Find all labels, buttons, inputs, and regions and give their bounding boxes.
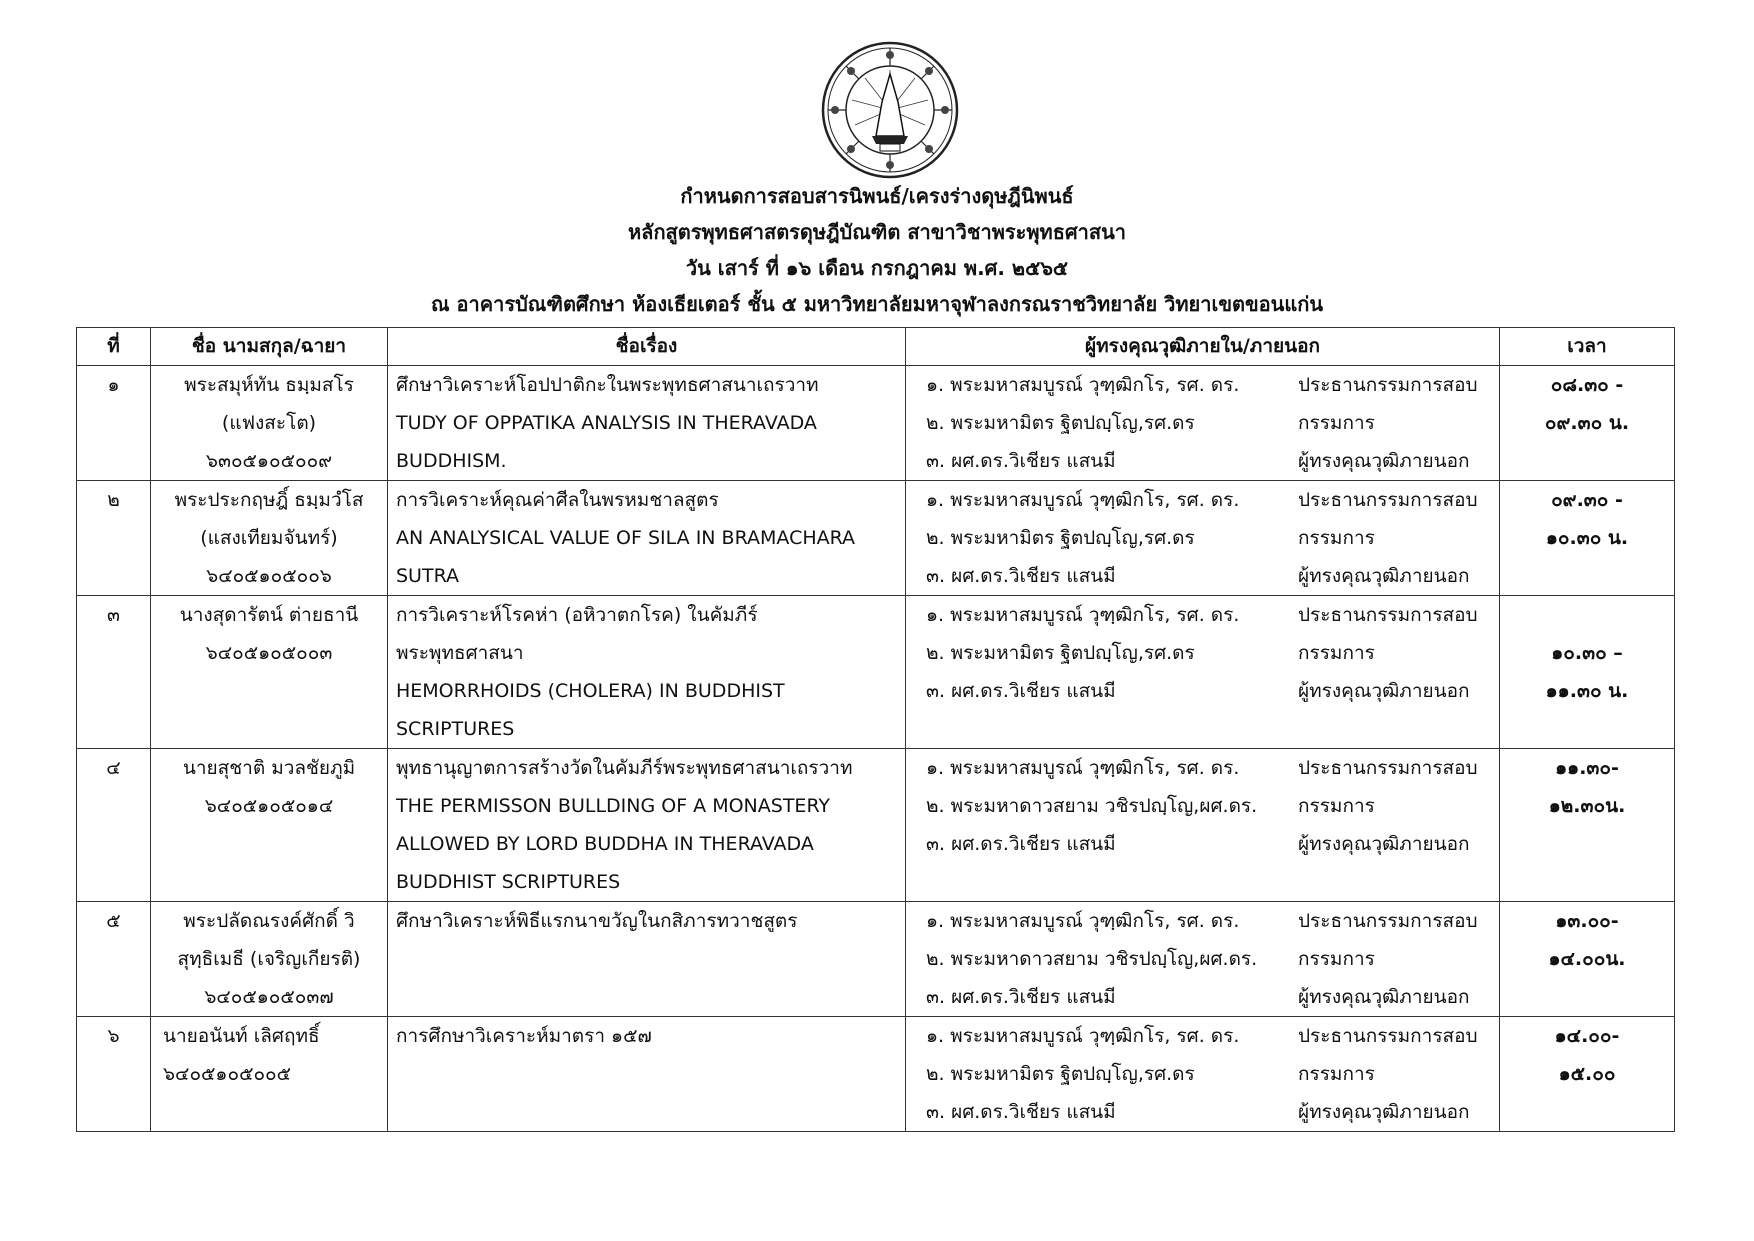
thesis-title-line: BUDDHISM. bbox=[396, 450, 507, 472]
committee-member-name: ๓. ผศ.ดร.วิเชียร แสนมี bbox=[926, 833, 1116, 855]
committee-member-role: กรรมการ bbox=[1298, 412, 1375, 434]
committee-member-role: กรรมการ bbox=[1298, 795, 1375, 817]
student-name-line: สุทฺธิเมธี (เจริญเกียรติ) bbox=[177, 948, 361, 970]
table-row bbox=[77, 481, 1675, 596]
committee-member-name: ๑. พระมหาสมบูรณ์ วุฑฺฒิกโร, รศ. ดร. bbox=[926, 374, 1240, 396]
committee-cell bbox=[906, 596, 1500, 749]
committee-member bbox=[914, 672, 1491, 710]
student-name-cell bbox=[151, 481, 388, 596]
heading-line-2: หลักสูตรพุทธศาสตรดุษฎีบัณฑิต สาขาวิชาพระพุทธศาสนา bbox=[628, 220, 1126, 244]
committee-member-name: ๓. ผศ.ดร.วิเชียร แสนมี bbox=[926, 565, 1116, 587]
student-name-cell bbox=[151, 749, 388, 902]
committee-member-name: ๑. พระมหาสมบูรณ์ วุฑฺฒิกโร, รศ. ดร. bbox=[926, 910, 1240, 932]
committee-member bbox=[914, 634, 1491, 672]
committee-member bbox=[914, 366, 1491, 404]
document-heading bbox=[0, 178, 1754, 322]
thesis-title-line: การศึกษาวิเคราะห์มาตรา ๑๕๗ bbox=[396, 1025, 652, 1047]
committee-member-name: ๑. พระมหาสมบูรณ์ วุฑฺฒิกโร, รศ. ดร. bbox=[926, 757, 1240, 779]
committee-member bbox=[914, 442, 1491, 480]
committee-member bbox=[914, 519, 1491, 557]
row-number: ๒ bbox=[77, 481, 151, 596]
committee-member-role: กรรมการ bbox=[1298, 642, 1375, 664]
thesis-title-line: พุทธานุญาตการสร้างวัดในคัมภีร์พระพุทธศาสนาเถรวาท bbox=[396, 757, 853, 779]
time-start: ๐๙.๓๐ - bbox=[1551, 489, 1623, 511]
committee-member bbox=[914, 902, 1491, 940]
thesis-title-cell bbox=[388, 1017, 906, 1132]
committee-cell bbox=[906, 749, 1500, 902]
committee-member-name: ๓. ผศ.ดร.วิเชียร แสนมี bbox=[926, 986, 1116, 1008]
committee-member-role: ผู้ทรงคุณวุฒิภายนอก bbox=[1298, 986, 1470, 1008]
time-end: ๑๐.๓๐ น. bbox=[1545, 527, 1629, 549]
student-id: ๖๔๐๕๑๐๕๐๐๖ bbox=[206, 565, 332, 587]
row-number: ๕ bbox=[77, 902, 151, 1017]
committee-cell bbox=[906, 902, 1500, 1017]
student-name-line: (แสงเทียมจันทร์) bbox=[200, 527, 338, 549]
student-id: ๖๓๐๕๑๐๕๐๐๙ bbox=[205, 450, 333, 472]
table-row bbox=[77, 749, 1675, 902]
table-row bbox=[77, 366, 1675, 481]
time-start: ๑๐.๓๐ – bbox=[1551, 642, 1623, 664]
time-slot-cell bbox=[1500, 366, 1675, 481]
committee-member bbox=[914, 1093, 1491, 1131]
student-name-line: พระประกฤษฎิ์ ธมฺมวํโส bbox=[174, 489, 364, 511]
col-header-committee: ผู้ทรงคุณวุฒิภายใน/ภายนอก bbox=[906, 328, 1500, 366]
row-number: ๓ bbox=[77, 596, 151, 749]
time-start: ๑๔.๐๐- bbox=[1554, 1025, 1620, 1047]
student-name-cell bbox=[151, 1017, 388, 1132]
time-end: ๑๒.๓๐น. bbox=[1548, 795, 1626, 817]
time-slot-cell bbox=[1500, 1017, 1675, 1132]
col-header-name: ชื่อ นามสกุล/ฉายา bbox=[151, 328, 388, 366]
col-header-title: ชื่อเรื่อง bbox=[388, 328, 906, 366]
thesis-title-line: ALLOWED BY LORD BUDDHA IN THERAVADA bbox=[396, 833, 814, 855]
committee-member bbox=[914, 1017, 1491, 1055]
student-id: ๖๔๐๕๑๐๕๐๑๔ bbox=[204, 795, 334, 817]
thesis-title-line: การวิเคราะห์คุณค่าศีลในพรหมชาลสูตร bbox=[396, 489, 719, 511]
committee-member-role: ประธานกรรมการสอบ bbox=[1298, 910, 1478, 932]
student-name-line: (แฟงสะโต) bbox=[221, 412, 317, 434]
thesis-title-line: HEMORRHOIDS (CHOLERA) IN BUDDHIST bbox=[396, 680, 785, 702]
table-row bbox=[77, 596, 1675, 749]
student-id: ๖๔๐๕๑๐๕๐๐๓ bbox=[205, 642, 333, 664]
committee-member-role: ประธานกรรมการสอบ bbox=[1298, 757, 1478, 779]
committee-member-name: ๒. พระมหาดาวสยาม วชิรปญฺโญ,ผศ.ดร. bbox=[926, 795, 1258, 817]
student-name-line: นายสุชาติ มวลชัยภูมิ bbox=[182, 757, 356, 779]
time-slot-cell bbox=[1500, 749, 1675, 902]
time-slot-cell bbox=[1500, 596, 1675, 749]
heading-line-3: วัน เสาร์ ที่ ๑๖ เดือน กรกฎาคม พ.ศ. ๒๕๖๕ bbox=[685, 256, 1069, 280]
student-id: ๖๔๐๕๑๐๕๐๐๕ bbox=[163, 1063, 292, 1085]
committee-cell bbox=[906, 481, 1500, 596]
thesis-title-line: การวิเคราะห์โรคห่า (อหิวาตกโรค) ในคัมภีร์ bbox=[396, 604, 758, 626]
committee-member bbox=[914, 978, 1491, 1016]
time-start: ๑๑.๓๐- bbox=[1555, 757, 1619, 779]
committee-member-role: ผู้ทรงคุณวุฒิภายนอก bbox=[1298, 1101, 1470, 1123]
student-name-cell bbox=[151, 366, 388, 481]
committee-member-name: ๒. พระมหามิตร ฐิตปญฺโญ,รศ.ดร bbox=[926, 527, 1195, 549]
time-start: ๑๓.๐๐- bbox=[1555, 910, 1619, 932]
time-slot-cell bbox=[1500, 481, 1675, 596]
thesis-title-line: THE PERMISSON BULLDING OF A MONASTERY bbox=[396, 795, 831, 817]
thesis-title-line: SUTRA bbox=[396, 565, 460, 587]
thesis-title-cell bbox=[388, 749, 906, 902]
committee-member-name: ๒. พระมหาดาวสยาม วชิรปญฺโญ,ผศ.ดร. bbox=[926, 948, 1258, 970]
committee-member bbox=[914, 787, 1491, 825]
thesis-title-cell bbox=[388, 481, 906, 596]
committee-member-role: ประธานกรรมการสอบ bbox=[1298, 374, 1478, 396]
heading-line-1: กำหนดการสอบสารนิพนธ์/เครงร่างดุษฎีนิพนธ์ bbox=[680, 184, 1074, 208]
committee-member bbox=[914, 481, 1491, 519]
thesis-title-line: พระพุทธศาสนา bbox=[396, 642, 524, 664]
committee-member-role: ประธานกรรมการสอบ bbox=[1298, 1025, 1478, 1047]
thesis-title-line: TUDY OF OPPATIKA ANALYSIS IN THERAVADA bbox=[396, 412, 817, 434]
committee-member-role: ประธานกรรมการสอบ bbox=[1298, 604, 1478, 626]
student-name-line: นางสุดารัตน์ ต่ายธานี bbox=[179, 604, 359, 626]
time-slot-cell bbox=[1500, 902, 1675, 1017]
committee-member-role: ผู้ทรงคุณวุฒิภายนอก bbox=[1298, 833, 1470, 855]
committee-member-role: กรรมการ bbox=[1298, 527, 1375, 549]
committee-member bbox=[914, 596, 1491, 634]
time-end: ๑๔.๐๐น. bbox=[1548, 948, 1626, 970]
time-end: ๑๕.๐๐ bbox=[1558, 1063, 1616, 1085]
table-row bbox=[77, 902, 1675, 1017]
committee-member-role: ผู้ทรงคุณวุฒิภายนอก bbox=[1298, 450, 1470, 472]
university-seal-logo bbox=[820, 40, 960, 180]
student-name-line: พระปลัดณรงค์ศักดิ์ วิ bbox=[183, 910, 355, 932]
col-header-no: ที่ bbox=[77, 328, 151, 366]
thesis-title-cell bbox=[388, 902, 906, 1017]
thesis-title-cell bbox=[388, 366, 906, 481]
committee-cell bbox=[906, 1017, 1500, 1132]
thesis-title-line: SCRIPTURES bbox=[396, 718, 515, 740]
committee-member-name: ๓. ผศ.ดร.วิเชียร แสนมี bbox=[926, 1101, 1116, 1123]
student-name-cell bbox=[151, 596, 388, 749]
committee-member-name: ๑. พระมหาสมบูรณ์ วุฑฺฒิกโร, รศ. ดร. bbox=[926, 604, 1240, 626]
thesis-title-line: AN ANALYSICAL VALUE OF SILA IN BRAMACHARA bbox=[396, 527, 856, 549]
time-end: ๐๙.๓๐ น. bbox=[1544, 412, 1630, 434]
thesis-title-line: BUDDHIST SCRIPTURES bbox=[396, 871, 621, 893]
committee-cell bbox=[906, 366, 1500, 481]
committee-member-name: ๒. พระมหามิตร ฐิตปญฺโญ,รศ.ดร bbox=[926, 1063, 1195, 1085]
time-start: ๐๘.๓๐ - bbox=[1550, 374, 1624, 396]
committee-member-name: ๓. ผศ.ดร.วิเชียร แสนมี bbox=[926, 450, 1116, 472]
committee-member-name: ๓. ผศ.ดร.วิเชียร แสนมี bbox=[926, 680, 1116, 702]
committee-member-role: กรรมการ bbox=[1298, 948, 1375, 970]
table-header-row bbox=[77, 328, 1675, 366]
table-row bbox=[77, 1017, 1675, 1132]
thesis-title-cell bbox=[388, 596, 906, 749]
committee-member bbox=[914, 940, 1491, 978]
committee-member-role: กรรมการ bbox=[1298, 1063, 1375, 1085]
thesis-title-line: ศึกษาวิเคราะห์โอปปาติกะในพระพุทธศาสนาเถรวาท bbox=[396, 374, 819, 396]
student-id: ๖๔๐๕๑๐๕๐๓๗ bbox=[204, 986, 334, 1008]
committee-member bbox=[914, 749, 1491, 787]
committee-member-name: ๑. พระมหาสมบูรณ์ วุฑฺฒิกโร, รศ. ดร. bbox=[926, 489, 1240, 511]
row-number: ๖ bbox=[77, 1017, 151, 1132]
committee-member bbox=[914, 1055, 1491, 1093]
committee-member-name: ๒. พระมหามิตร ฐิตปญฺโญ,รศ.ดร bbox=[926, 642, 1195, 664]
committee-member bbox=[914, 825, 1491, 863]
thesis-title-line: ศึกษาวิเคราะห์พิธีแรกนาขวัญในกสิภารทวาชสูตร bbox=[396, 910, 798, 932]
committee-member-name: ๑. พระมหาสมบูรณ์ วุฑฺฒิกโร, รศ. ดร. bbox=[926, 1025, 1240, 1047]
col-header-time: เวลา bbox=[1500, 328, 1675, 366]
row-number: ๑ bbox=[77, 366, 151, 481]
committee-member-role: ประธานกรรมการสอบ bbox=[1298, 489, 1478, 511]
student-name-line: นายอนันท์ เลิศฤทธิ์ bbox=[163, 1025, 320, 1047]
student-name-cell bbox=[151, 902, 388, 1017]
committee-member-role: ผู้ทรงคุณวุฒิภายนอก bbox=[1298, 680, 1470, 702]
heading-line-4: ณ อาคารบัณฑิตศึกษา ห้องเธียเตอร์ ชั้น ๕ มหาวิทยาลัยมหาจุฬาลงกรณราชวิทยาลัย วิทยาเขตขอนแก่น bbox=[430, 292, 1324, 316]
committee-member-name: ๒. พระมหามิตร ฐิตปญฺโญ,รศ.ดร bbox=[926, 412, 1195, 434]
time-end: ๑๑.๓๐ น. bbox=[1545, 680, 1629, 702]
committee-member-role: ผู้ทรงคุณวุฒิภายนอก bbox=[1298, 565, 1470, 587]
exam-schedule-table bbox=[76, 327, 1675, 1132]
committee-member bbox=[914, 557, 1491, 595]
row-number: ๔ bbox=[77, 749, 151, 902]
student-name-line: พระสมุห์ทัน ธมฺมสโร bbox=[184, 374, 354, 396]
committee-member bbox=[914, 404, 1491, 442]
